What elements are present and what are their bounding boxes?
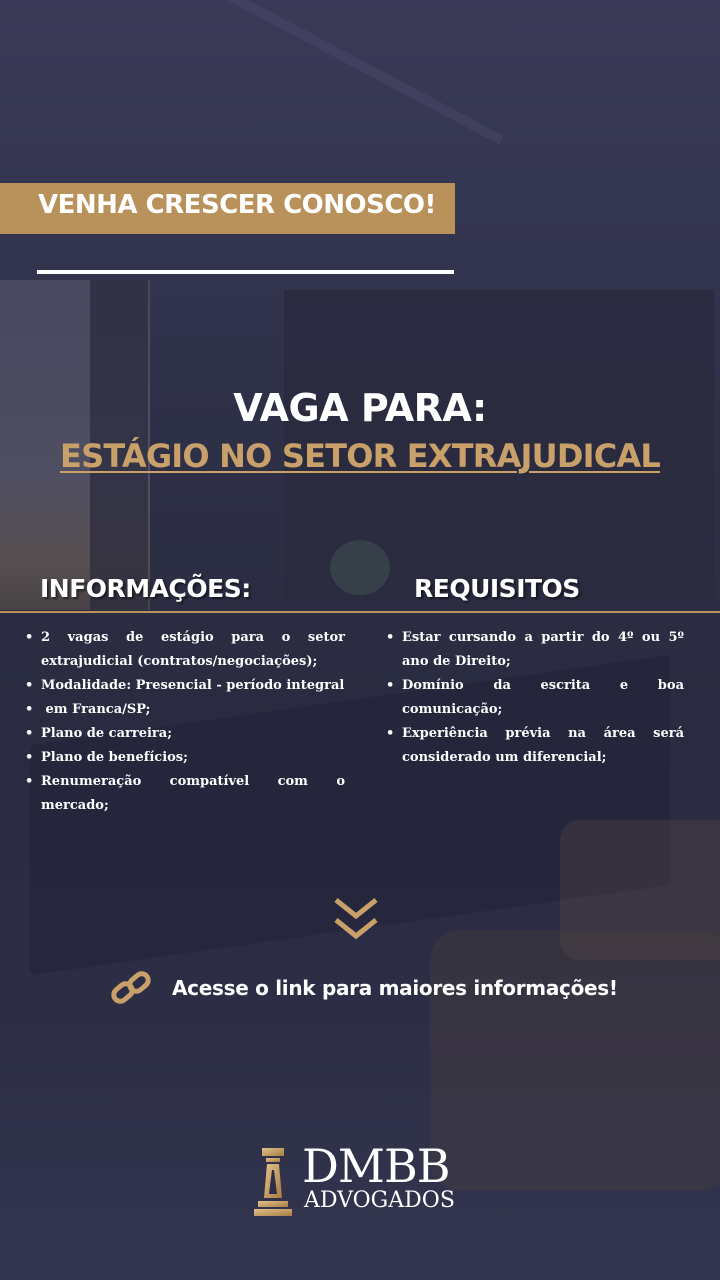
link-icon <box>110 968 152 1008</box>
chevron-double-down-icon <box>332 896 380 944</box>
list-item: • Renumeração compatível com o mercado; <box>25 770 345 818</box>
informacoes-title: INFORMAÇÕES: <box>40 574 251 603</box>
requisitos-list <box>386 626 684 770</box>
background-ceiling-beam <box>216 0 503 145</box>
divider <box>37 270 454 274</box>
list-item: • Estar cursando a partir do 4º ou 5º ano de Direito; <box>386 626 684 674</box>
chess-piece-icon <box>250 1146 298 1218</box>
list-item: • Domínio da escrita e boa comunicação; <box>386 674 684 722</box>
list-item: • 2 vagas de estágio para o setor extrajudicial (contratos/negociações); <box>25 626 345 674</box>
list-item: • em Franca/SP; <box>25 698 345 722</box>
cta-text[interactable]: Acesse o link para maiores informações! <box>172 976 618 1000</box>
requisitos-title: REQUISITOS <box>414 574 580 603</box>
list-item: • Plano de carreira; <box>25 722 345 746</box>
list-item: • Plano de benefícios; <box>25 746 345 770</box>
section-divider <box>0 611 720 613</box>
list-item: • Modalidade: Presencial - período integral <box>25 674 345 698</box>
informacoes-list <box>25 626 345 818</box>
headline-title: VAGA PARA: <box>233 386 487 430</box>
background-plant <box>330 540 390 595</box>
logo-name: DMBB <box>302 1139 450 1193</box>
company-logo <box>250 1140 480 1220</box>
banner-text: VENHA CRESCER CONOSCO! <box>38 190 436 220</box>
headline-position: ESTÁGIO NO SETOR EXTRAJUDICAL <box>60 437 660 475</box>
logo-subtitle: ADVOGADOS <box>304 1188 455 1213</box>
cta-link[interactable] <box>110 968 630 1008</box>
list-item: • Experiência prévia na área será considerado um diferencial; <box>386 722 684 770</box>
